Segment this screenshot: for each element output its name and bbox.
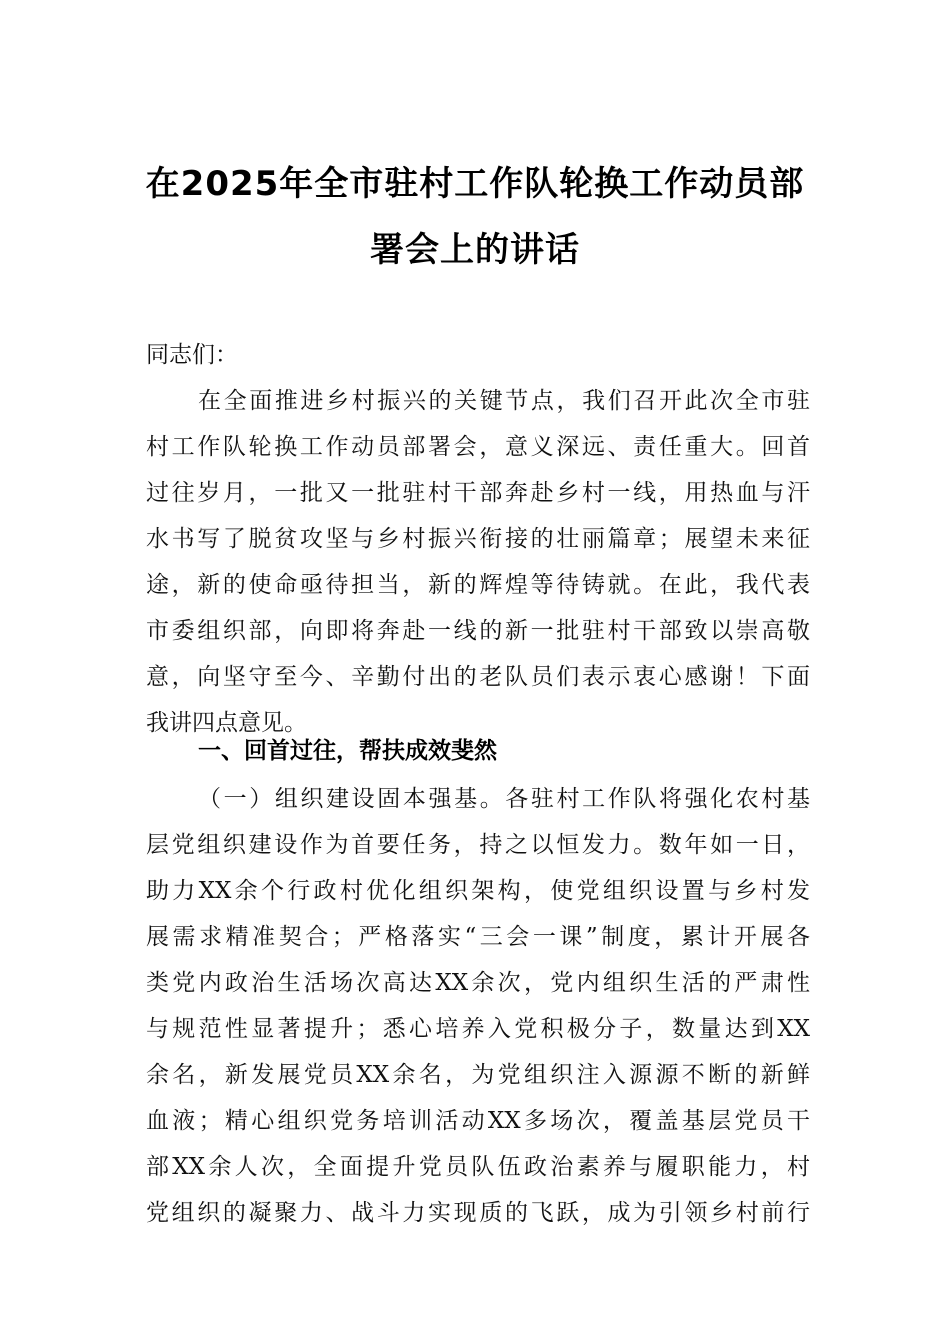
paragraph-line: 我讲四点意见。 <box>146 710 307 736</box>
paragraph-line: 血液；精心组织党务培训活动XX多场次，覆盖基层党员干 <box>146 1108 810 1134</box>
document-title-line-2: 署会上的讲话 <box>370 230 580 270</box>
paragraph-line: 途，新的使命亟待担当，新的辉煌等待铸就。在此，我代表 <box>146 572 810 598</box>
paragraph-line: 部XX余人次，全面提升党员队伍政治素养与履职能力，村 <box>146 1154 810 1180</box>
paragraph-line: 余名，新发展党员XX余名，为党组织注入源源不断的新鲜 <box>146 1062 810 1088</box>
paragraph-line: 类党内政治生活场次高达XX余次，党内组织生活的严肃性 <box>146 970 810 996</box>
salutation: 同志们： <box>146 342 238 368</box>
paragraph-line: （一）组织建设固本强基。各驻村工作队将强化农村基 <box>198 786 810 812</box>
section-heading: 一、回首过往，帮扶成效斐然 <box>198 738 497 764</box>
document-title-line-1: 在2025年全市驻村工作队轮换工作动员部 <box>145 164 805 204</box>
paragraph-line: 与规范性显著提升；悉心培养入党积极分子，数量达到XX <box>146 1016 810 1042</box>
intro-paragraph <box>146 378 810 746</box>
paragraph-line: 层党组织建设作为首要任务，持之以恒发力。数年如一日， <box>146 832 810 858</box>
section-paragraph <box>146 776 810 1236</box>
paragraph-line: 市委组织部，向即将奔赴一线的新一批驻村干部致以崇高敬 <box>146 618 810 644</box>
paragraph-line: 党组织的凝聚力、战斗力实现质的飞跃，成为引领乡村前行 <box>146 1200 810 1226</box>
paragraph-line: 在全面推进乡村振兴的关键节点，我们召开此次全市驻 <box>198 388 810 414</box>
paragraph-line: 助力XX余个行政村优化组织架构，使党组织设置与乡村发 <box>146 878 810 904</box>
paragraph-line: 水书写了脱贫攻坚与乡村振兴衔接的壮丽篇章；展望未来征 <box>146 526 810 552</box>
paragraph-line: 展需求精准契合；严格落实“三会一课”制度，累计开展各 <box>146 924 810 950</box>
paragraph-line: 村工作队轮换工作动员部署会，意义深远、责任重大。回首 <box>146 434 810 460</box>
paragraph-line: 过往岁月，一批又一批驻村干部奔赴乡村一线，用热血与汗 <box>146 480 810 506</box>
paragraph-line: 意，向坚守至今、辛勤付出的老队员们表示衷心感谢！下面 <box>146 664 810 690</box>
